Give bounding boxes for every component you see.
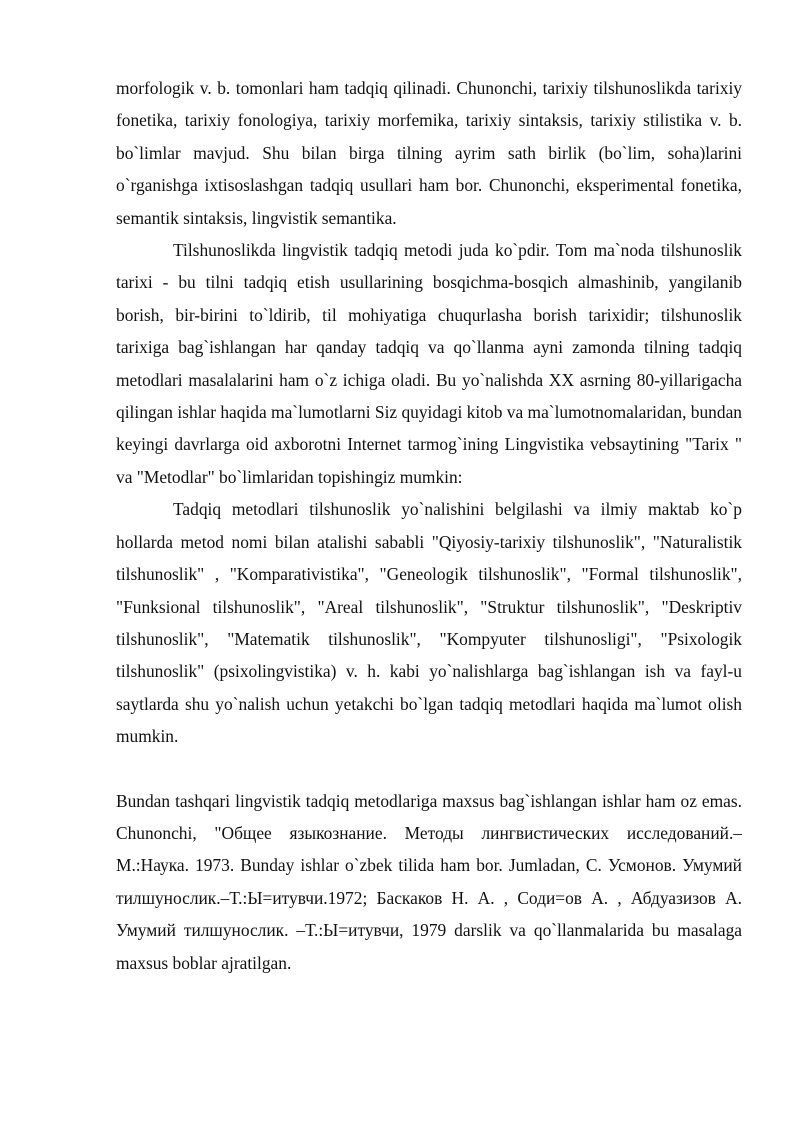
paragraph-4: Bundan tashqari lingvistik tadqiq metodlariga maxsus bag`ishlangan ishlar ham oz emas. Chunonchi, "Общее языкознание. Методы лингвистических исследований.– М.:Наука. 1973. Bunday ishlar o`zbek tilida ham bor. Jumladan, С. Усмонов. Умумий тилшунослик.–Т.:Ы=итувчи.1972; Баскаков Н. А. , Соди=ов А. , Абдуазизов А. Умумий тилшунослик. –Т.:Ы=итувчи, 1979 darslik va qo`llanmalarida bu masalaga maxsus boblar ajratilgan. bbox=[116, 790, 742, 973]
paragraph-2: Tilshunoslikda lingvistik tadqiq metodi juda ko`pdir. Tom ma`noda tilshunoslik tarixi - bu tilni tadqiq etish usullarining bosqichma-bosqich almashinib, yangilanib borish, bir-birini to`ldirib, til mohiyatiga chuqurlasha borish tarixidir; tilshunoslik tarixiga bag`ishlangan har qanday tadqiq va qo`llanma ayni zamonda tilning tadqiq metodlari masalalarini ham o`z ichiga oladi. Bu yo`nalishda XX asrning 80-yillarigacha qilingan ishlar haqida ma`lumotlarni Siz quyidagi kitob va ma`lumotnomalaridan, bundan keyingi davrlarga oid axborotni Internet tarmog`ining Lingvistika vebsaytining "Tarix " va "Metodlar" bo`limlaridan topishingiz mumkin: bbox=[116, 240, 742, 487]
paragraph-gap bbox=[116, 753, 742, 785]
paragraph-1: morfologik v. b. tomonlari ham tadqiq qilinadi. Chunonchi, tarixiy tilshunoslikda tarixiy fonetika, tarixiy fonologiya, tarixiy morfemika, tarixiy sintaksis, tarixiy stilistika v. b. bo`limlar mavjud. Shu bilan birga tilning ayrim sath birlik (bo`lim, soha)larini o`rganishga ixtisoslashgan tadqiq usullari ham bor. Chunonchi, eksperimental fonetika, semantik sintaksis, lingvistik semantika. bbox=[116, 78, 742, 228]
paragraph-3: Tadqiq metodlari tilshunoslik yo`nalishini belgilashi va ilmiy maktab ko`p hollarda metod nomi bilan atalishi sababli "Qiyosiy-tarixiy tilshunoslik", "Naturalistik tilshunoslik" , "Komparativistika", "Geneologik tilshunoslik", "Formal tilshunoslik", "Funksional tilshunoslik", "Areal tilshunoslik", "Struktur tilshunoslik", "Deskriptiv tilshunoslik", "Matematik tilshunoslik", "Kompyuter tilshunosligi", "Psixologik tilshunoslik" (psixolingvistika) v. h. kabi yo`nalishlarga bag`ishlangan ish va fayl-u saytlarda shu yo`nalish uchun yetakchi bo`lgan tadqiq metodlari haqida ma`lumot olish mumkin. bbox=[116, 499, 742, 747]
document-page bbox=[116, 72, 742, 979]
